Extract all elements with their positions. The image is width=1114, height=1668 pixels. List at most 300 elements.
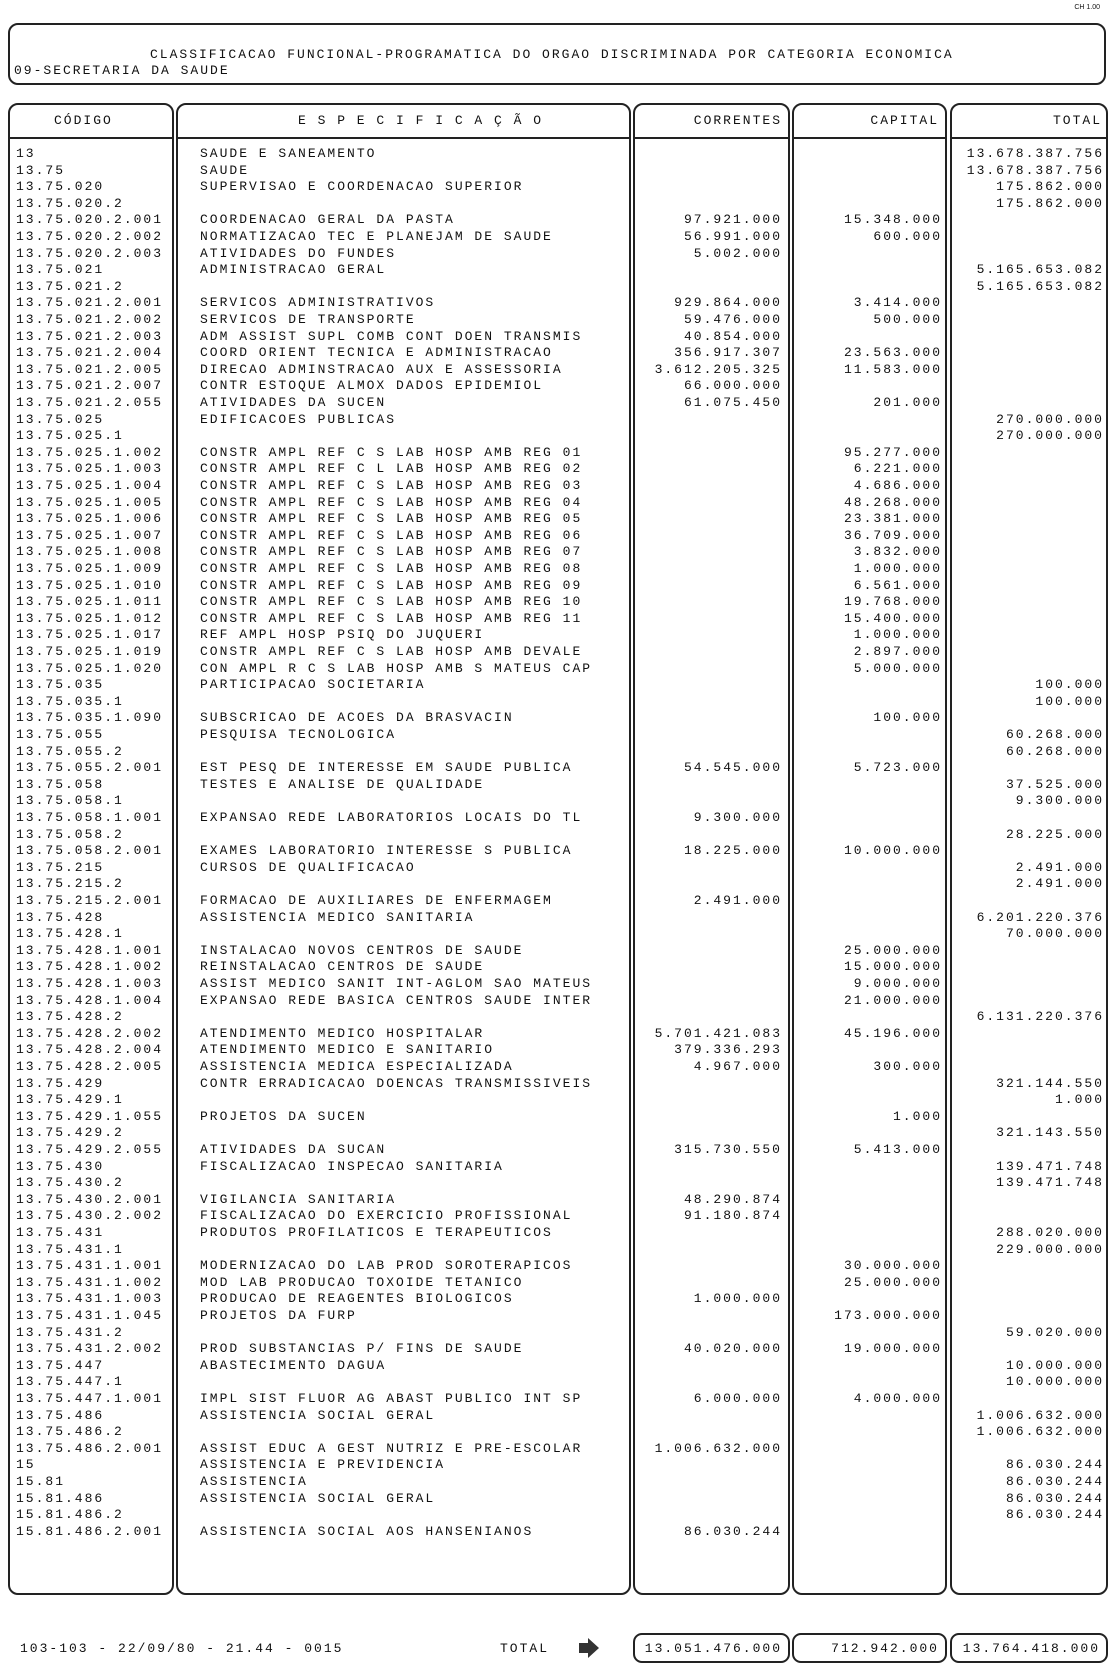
row-code: 13.75.215 — [16, 859, 105, 875]
table-row — [0, 627, 1114, 644]
table-row — [0, 412, 1114, 429]
row-capital: 25.000.000 — [843, 942, 942, 958]
row-total: 59.020.000 — [1005, 1324, 1104, 1340]
row-code: 13.75.486 — [16, 1407, 105, 1423]
row-code: 13.75.058.1 — [16, 793, 124, 809]
row-capital: 10.000.000 — [843, 843, 942, 859]
row-code: 13.75.058 — [16, 776, 105, 792]
row-specification: ABASTECIMENTO DAGUA — [200, 1357, 387, 1373]
row-correntes: 61.075.450 — [683, 395, 782, 410]
row-code: 13.75.055.2.001 — [16, 760, 164, 776]
row-capital: 100.000 — [873, 710, 942, 726]
row-specification: ASSISTENCIA SOCIAL GERAL — [200, 1407, 436, 1423]
row-code: 13.75.025.1.011 — [16, 594, 164, 610]
row-code: 13.75.058.1.001 — [16, 810, 164, 825]
header-capital: CAPITAL — [870, 113, 939, 128]
total-geral: 13.764.418.000 — [962, 1641, 1100, 1656]
row-capital: 5.413.000 — [853, 1142, 942, 1157]
table-row — [0, 544, 1114, 561]
table-row — [0, 1291, 1114, 1308]
row-capital: 300.000 — [873, 1059, 942, 1074]
row-correntes: 929.864.000 — [674, 295, 782, 311]
table-row — [0, 993, 1114, 1010]
row-total: 28.225.000 — [1005, 826, 1104, 842]
row-code: 13.75.429.2.055 — [16, 1142, 164, 1157]
table-row — [0, 843, 1114, 860]
row-code: 13.75.020.2.001 — [16, 212, 164, 228]
row-capital: 1.000.000 — [853, 561, 942, 576]
row-capital: 15.400.000 — [843, 610, 942, 626]
row-specification: SERVICOS ADMINISTRATIVOS — [200, 295, 436, 311]
report-header — [8, 23, 1106, 85]
row-specification: CONSTR AMPL REF C S LAB HOSP AMB REG 04 — [200, 494, 583, 510]
row-code: 13.75.020.2.002 — [16, 229, 164, 244]
row-specification: CONSTR AMPL REF C S LAB HOSP AMB REG 09 — [200, 577, 583, 593]
row-code: 13.75.021.2.004 — [16, 345, 164, 361]
table-row — [0, 1009, 1114, 1026]
row-code: 13.75.447 — [16, 1357, 105, 1373]
row-code: 13.75.429.1 — [16, 1092, 124, 1108]
table-row — [0, 876, 1114, 893]
row-specification: ASSISTENCIA SOCIAL AOS HANSENIANOS — [200, 1523, 534, 1539]
header-correntes: CORRENTES — [693, 113, 782, 128]
table-row — [0, 1159, 1114, 1176]
row-total: 10.000.000 — [1005, 1374, 1104, 1390]
table-row — [0, 279, 1114, 296]
total-label: TOTAL — [500, 1641, 550, 1656]
row-specification: ASSIST MEDICO SANIT INT-AGLOM SAO MATEUS — [200, 976, 593, 991]
row-specification: ADMINISTRACAO GERAL — [200, 262, 387, 278]
row-code: 13.75.025 — [16, 411, 105, 427]
table-row — [0, 229, 1114, 246]
row-specification: FISCALIZACAO INSPECAO SANITARIA — [200, 1158, 504, 1174]
row-code: 15 — [16, 1457, 36, 1473]
row-capital: 500.000 — [873, 312, 942, 327]
row-code: 13.75.055 — [16, 727, 105, 742]
row-code: 13.75.025.1 — [16, 428, 124, 444]
row-specification: IMPL SIST FLUOR AG ABAST PUBLICO INT SP — [200, 1391, 583, 1406]
row-code: 13.75.428.1.004 — [16, 992, 164, 1008]
row-code: 13.75.025.1.010 — [16, 577, 164, 593]
table-row — [0, 1175, 1114, 1192]
row-specification: CONSTR AMPL REF C S LAB HOSP AMB REG 10 — [200, 594, 583, 610]
row-code: 13.75.428.2.002 — [16, 1025, 164, 1041]
table-row — [0, 345, 1114, 362]
table-row — [0, 146, 1114, 163]
row-total: 270.000.000 — [996, 428, 1104, 444]
table-row — [0, 378, 1114, 395]
row-code: 13.75.025.1.004 — [16, 478, 164, 493]
row-capital: 1.000.000 — [853, 627, 942, 643]
row-total: 1.006.632.000 — [976, 1424, 1104, 1440]
table-row — [0, 926, 1114, 943]
row-specification: SUPERVISAO E COORDENACAO SUPERIOR — [200, 179, 524, 195]
row-code: 13.75 — [16, 162, 66, 178]
row-total: 60.268.000 — [1005, 743, 1104, 759]
row-capital: 36.709.000 — [843, 527, 942, 543]
table-row — [0, 262, 1114, 279]
row-correntes: 56.991.000 — [683, 229, 782, 244]
row-correntes: 18.225.000 — [683, 843, 782, 859]
row-code: 13.75.430.2.002 — [16, 1208, 164, 1224]
row-total: 13.678.387.756 — [966, 162, 1104, 178]
row-capital: 4.686.000 — [853, 478, 942, 493]
table-row — [0, 312, 1114, 329]
row-code: 13.75.055.2 — [16, 743, 124, 759]
row-total: 37.525.000 — [1005, 776, 1104, 792]
row-capital: 25.000.000 — [843, 1274, 942, 1290]
table-row — [0, 976, 1114, 993]
row-code: 13.75.025.1.002 — [16, 444, 164, 460]
row-capital: 600.000 — [873, 229, 942, 244]
row-code: 13.75.058.2 — [16, 826, 124, 842]
row-capital: 19.768.000 — [843, 594, 942, 610]
table-row — [0, 1358, 1114, 1375]
table-row — [0, 677, 1114, 694]
table-row — [0, 710, 1114, 727]
row-code: 13.75.025.1.012 — [16, 610, 164, 626]
row-code: 13.75.428.1.002 — [16, 959, 164, 975]
row-code: 13.75.486.2 — [16, 1424, 124, 1440]
row-total: 100.000 — [1035, 677, 1104, 693]
row-total: 100.000 — [1035, 693, 1104, 709]
row-code: 13.75.430.2 — [16, 1175, 124, 1191]
row-specification: PROD SUBSTANCIAS P/ FINS DE SAUDE — [200, 1341, 524, 1357]
row-code: 13.75.035 — [16, 677, 105, 693]
row-code: 13.75.431.2 — [16, 1324, 124, 1340]
row-specification: ASSIST EDUC A GEST NUTRIZ E PRE-ESCOLAR — [200, 1440, 583, 1456]
table-row — [0, 461, 1114, 478]
row-total: 139.471.748 — [996, 1175, 1104, 1191]
row-capital: 11.583.000 — [843, 361, 942, 377]
form-code-mark: CH 1.00 — [1074, 4, 1100, 11]
table-row — [0, 594, 1114, 611]
row-capital: 48.268.000 — [843, 494, 942, 510]
row-capital: 5.000.000 — [853, 660, 942, 676]
row-code: 13.75.021.2.002 — [16, 312, 164, 327]
table-row — [0, 578, 1114, 595]
report-title: CLASSIFICACAO FUNCIONAL-PROGRAMATICA DO ORGAO DISCRIMINADA POR CATEGORIA ECONOMICA — [150, 47, 954, 62]
row-specification: PESQUISA TECNOLOGICA — [200, 727, 397, 742]
table-row — [0, 1391, 1114, 1408]
row-correntes: 86.030.244 — [683, 1523, 782, 1539]
row-total: 86.030.244 — [1005, 1457, 1104, 1473]
row-correntes: 1.006.632.000 — [654, 1440, 782, 1456]
row-specification: CONSTR AMPL REF C S LAB HOSP AMB REG 01 — [200, 444, 583, 460]
row-correntes: 97.921.000 — [683, 212, 782, 228]
row-code: 13.75.447.1 — [16, 1374, 124, 1390]
table-row — [0, 1242, 1114, 1259]
row-specification: PRODUTOS PROFILATICOS E TERAPEUTICOS — [200, 1225, 553, 1240]
row-code: 13.75.021.2 — [16, 278, 124, 294]
table-row — [0, 661, 1114, 678]
table-row — [0, 1341, 1114, 1358]
row-total: 5.165.653.082 — [976, 262, 1104, 278]
row-capital: 1.000 — [892, 1108, 942, 1124]
total-capital-box — [792, 1633, 947, 1663]
table-row — [0, 1325, 1114, 1342]
row-specification: ADM ASSIST SUPL COMB CONT DOEN TRANSMIS — [200, 328, 583, 344]
row-total: 86.030.244 — [1005, 1474, 1104, 1489]
table-row — [0, 1059, 1114, 1076]
row-specification: ASSISTENCIA — [200, 1474, 308, 1489]
row-specification: CONSTR AMPL REF C S LAB HOSP AMB REG 05 — [200, 511, 583, 527]
table-row — [0, 1374, 1114, 1391]
table-row — [0, 196, 1114, 213]
row-specification: CONSTR AMPL REF C S LAB HOSP AMB REG 08 — [200, 561, 583, 576]
row-code: 13.75.025.1.006 — [16, 511, 164, 527]
row-correntes: 2.491.000 — [693, 893, 782, 908]
organ-name: 09-SECRETARIA DA SAUDE — [14, 63, 230, 78]
row-specification: TESTES E ANALISE DE QUALIDADE — [200, 776, 485, 792]
row-capital: 201.000 — [873, 395, 942, 410]
row-code: 13.75.430 — [16, 1158, 105, 1174]
row-total: 229.000.000 — [996, 1241, 1104, 1257]
row-specification: CURSOS DE QUALIFICACAO — [200, 859, 416, 875]
table-row — [0, 163, 1114, 180]
row-correntes: 91.180.874 — [683, 1208, 782, 1224]
row-total: 270.000.000 — [996, 411, 1104, 427]
table-row — [0, 179, 1114, 196]
table-row — [0, 1125, 1114, 1142]
row-total: 6.131.220.376 — [976, 1009, 1104, 1025]
row-code: 13.75.428.2.004 — [16, 1042, 164, 1058]
row-correntes: 315.730.550 — [674, 1142, 782, 1157]
row-code: 15.81 — [16, 1474, 66, 1489]
row-code: 13.75.431.1.003 — [16, 1291, 164, 1307]
table-row — [0, 295, 1114, 312]
row-specification: ATIVIDADES DA SUCEN — [200, 395, 387, 410]
row-specification: CONSTR AMPL REF C S LAB HOSP AMB REG 03 — [200, 478, 583, 493]
row-capital: 15.348.000 — [843, 212, 942, 228]
table-row — [0, 1308, 1114, 1325]
row-specification: ATIVIDADES DA SUCAN — [200, 1142, 387, 1157]
row-code: 13.75.021.2.055 — [16, 395, 164, 410]
row-code: 15.81.486 — [16, 1490, 105, 1506]
row-code: 13.75.035.1 — [16, 693, 124, 709]
table-row — [0, 246, 1114, 263]
row-code: 13.75.428.1.003 — [16, 976, 164, 991]
row-total: 288.020.000 — [996, 1225, 1104, 1240]
row-capital: 2.897.000 — [853, 644, 942, 659]
row-specification: CONSTR AMPL REF C S LAB HOSP AMB DEVALE — [200, 644, 583, 659]
row-correntes: 356.917.307 — [674, 345, 782, 361]
row-correntes: 5.002.000 — [693, 245, 782, 261]
row-specification: EDIFICACOES PUBLICAS — [200, 411, 397, 427]
row-specification: SAUDE E SANEAMENTO — [200, 146, 377, 161]
row-specification: FORMACAO DE AUXILIARES DE ENFERMAGEM — [200, 893, 553, 908]
header-total: TOTAL — [1052, 113, 1102, 128]
row-specification: EXAMES LABORATORIO INTERESSE S PUBLICA — [200, 843, 573, 859]
row-code: 13.75.447.1.001 — [16, 1391, 164, 1406]
table-row — [0, 644, 1114, 661]
row-specification: EXPANSAO REDE BASICA CENTROS SAUDE INTER — [200, 992, 593, 1008]
row-specification: CONSTR AMPL REF C S LAB HOSP AMB REG 07 — [200, 544, 583, 560]
row-code: 13.75.431 — [16, 1225, 105, 1240]
row-code: 13.75.025.1.005 — [16, 494, 164, 510]
row-specification: ASSISTENCIA MEDICO SANITARIA — [200, 909, 475, 925]
row-specification: SERVICOS DE TRANSPORTE — [200, 312, 416, 327]
row-correntes: 5.701.421.083 — [654, 1025, 782, 1041]
row-capital: 9.000.000 — [853, 976, 942, 991]
row-code: 13.75.025.1.020 — [16, 660, 164, 676]
row-capital: 3.414.000 — [853, 295, 942, 311]
table-row — [0, 1208, 1114, 1225]
table-row — [0, 1076, 1114, 1093]
table-row — [0, 528, 1114, 545]
table-row — [0, 428, 1114, 445]
row-specification: VIGILANCIA SANITARIA — [200, 1191, 397, 1207]
row-total: 2.491.000 — [1015, 859, 1104, 875]
table-row — [0, 1092, 1114, 1109]
row-code: 13.75.431.1 — [16, 1241, 124, 1257]
row-specification: CONSTR AMPL REF C S LAB HOSP AMB REG 06 — [200, 527, 583, 543]
table-row — [0, 329, 1114, 346]
row-code: 13.75.428.2.005 — [16, 1059, 164, 1074]
row-total: 86.030.244 — [1005, 1507, 1104, 1523]
row-total: 9.300.000 — [1015, 793, 1104, 809]
row-specification: PROJETOS DA SUCEN — [200, 1108, 367, 1124]
table-row — [0, 445, 1114, 462]
row-code: 13.75.431.1.002 — [16, 1274, 164, 1290]
row-code: 13.75.025.1.003 — [16, 461, 164, 477]
row-code: 13.75.431.1.045 — [16, 1308, 164, 1323]
row-specification: PRODUCAO DE REAGENTES BIOLOGICOS — [200, 1291, 514, 1307]
row-total: 175.862.000 — [996, 179, 1104, 195]
row-code: 13.75.021.2.001 — [16, 295, 164, 311]
row-total: 321.144.550 — [996, 1075, 1104, 1091]
table-row — [0, 561, 1114, 578]
table-row — [0, 212, 1114, 229]
row-code: 13.75.025.1.007 — [16, 527, 164, 543]
row-code: 13.75.035.1.090 — [16, 710, 164, 726]
row-correntes: 379.336.293 — [674, 1042, 782, 1058]
row-code: 15.81.486.2 — [16, 1507, 124, 1523]
table-row — [0, 810, 1114, 827]
row-capital: 19.000.000 — [843, 1341, 942, 1357]
table-row — [0, 1424, 1114, 1441]
row-specification: MOD LAB PRODUCAO TOXOIDE TETANICO — [200, 1274, 524, 1290]
row-code: 13.75.428.2 — [16, 1009, 124, 1025]
row-capital: 6.221.000 — [853, 461, 942, 477]
row-specification: MODERNIZACAO DO LAB PROD SOROTERAPICOS — [200, 1258, 573, 1274]
row-total: 175.862.000 — [996, 195, 1104, 211]
row-specification: ATENDIMENTO MEDICO HOSPITALAR — [200, 1025, 485, 1041]
row-correntes: 66.000.000 — [683, 378, 782, 394]
row-code: 13.75.025.1.008 — [16, 544, 164, 560]
row-specification: EST PESQ DE INTERESSE EM SAUDE PUBLICA — [200, 760, 573, 776]
table-row — [0, 1441, 1114, 1458]
row-capital: 4.000.000 — [853, 1391, 942, 1406]
row-total: 139.471.748 — [996, 1158, 1104, 1174]
row-correntes: 40.020.000 — [683, 1341, 782, 1357]
row-correntes: 59.476.000 — [683, 312, 782, 327]
table-row — [0, 727, 1114, 744]
table-row — [0, 1474, 1114, 1491]
table-row — [0, 1275, 1114, 1292]
row-specification: REINSTALACAO CENTROS DE SAUDE — [200, 959, 485, 975]
row-code: 15.81.486.2.001 — [16, 1523, 164, 1539]
row-total: 321.143.550 — [996, 1125, 1104, 1141]
row-specification: ASSISTENCIA SOCIAL GERAL — [200, 1490, 436, 1506]
table-row — [0, 511, 1114, 528]
row-capital: 15.000.000 — [843, 959, 942, 975]
table-row — [0, 694, 1114, 711]
row-specification: FISCALIZACAO DO EXERCICIO PROFISSIONAL — [200, 1208, 573, 1224]
row-total: 70.000.000 — [1005, 926, 1104, 942]
row-total: 1.006.632.000 — [976, 1407, 1104, 1423]
row-specification: NORMATIZACAO TEC E PLANEJAM DE SAUDE — [200, 229, 553, 244]
row-code: 13.75.215.2.001 — [16, 893, 164, 908]
row-correntes: 1.000.000 — [693, 1291, 782, 1307]
job-info: 103-103 - 22/09/80 - 21.44 - 0015 — [20, 1641, 344, 1656]
row-capital: 95.277.000 — [843, 444, 942, 460]
table-row — [0, 1042, 1114, 1059]
row-specification: ATIVIDADES DO FUNDES — [200, 245, 397, 261]
row-code: 13.75.021.2.003 — [16, 328, 164, 344]
table-row — [0, 959, 1114, 976]
table-row — [0, 860, 1114, 877]
table-row — [0, 1524, 1114, 1541]
row-total: 10.000.000 — [1005, 1357, 1104, 1373]
row-specification: COORD ORIENT TECNICA E ADMINISTRACAO — [200, 345, 553, 361]
table-row — [0, 1507, 1114, 1524]
table-row — [0, 1109, 1114, 1126]
table-row — [0, 395, 1114, 412]
row-specification: CONTR ERRADICACAO DOENCAS TRANSMISSIVEIS — [200, 1075, 593, 1091]
row-code: 13 — [16, 146, 36, 161]
table-row — [0, 1491, 1114, 1508]
row-capital: 5.723.000 — [853, 760, 942, 776]
row-capital: 23.563.000 — [843, 345, 942, 361]
header-codigo: CÓDIGO — [54, 113, 113, 128]
row-specification: DIRECAO ADMINSTRACAO AUX E ASSESSORIA — [200, 361, 563, 377]
row-specification: ATENDIMENTO MEDICO E SANITARIO — [200, 1042, 495, 1058]
table-row — [0, 793, 1114, 810]
row-total: 60.268.000 — [1005, 727, 1104, 742]
row-code: 13.75.431.2.002 — [16, 1341, 164, 1357]
row-correntes: 3.612.205.325 — [654, 361, 782, 377]
row-code: 13.75.429 — [16, 1075, 105, 1091]
row-correntes: 6.000.000 — [693, 1391, 782, 1406]
row-correntes: 48.290.874 — [683, 1191, 782, 1207]
row-correntes: 40.854.000 — [683, 328, 782, 344]
row-code: 13.75.025.1.019 — [16, 644, 164, 659]
row-capital: 21.000.000 — [843, 992, 942, 1008]
row-code: 13.75.020.2 — [16, 195, 124, 211]
row-code: 13.75.058.2.001 — [16, 843, 164, 859]
row-specification: SAUDE — [200, 162, 250, 178]
row-code: 13.75.430.2.001 — [16, 1191, 164, 1207]
total-capital: 712.942.000 — [831, 1641, 939, 1656]
row-correntes: 4.967.000 — [693, 1059, 782, 1074]
row-specification: PARTICIPACAO SOCIETARIA — [200, 677, 426, 693]
row-code: 13.75.021.2.005 — [16, 361, 164, 377]
row-specification: ASSISTENCIA MEDICA ESPECIALIZADA — [200, 1059, 514, 1074]
row-specification: INSTALACAO NOVOS CENTROS DE SAUDE — [200, 942, 524, 958]
row-specification: CONSTR AMPL REF C S LAB HOSP AMB REG 11 — [200, 610, 583, 626]
row-code: 13.75.025.1.017 — [16, 627, 164, 643]
table-row — [0, 478, 1114, 495]
total-correntes-box — [633, 1633, 790, 1663]
row-total: 86.030.244 — [1005, 1490, 1104, 1506]
table-row — [0, 495, 1114, 512]
row-specification: EXPANSAO REDE LABORATORIOS LOCAIS DO TL — [200, 810, 583, 825]
total-correntes: 13.051.476.000 — [644, 1641, 782, 1656]
row-code: 13.75.025.1.009 — [16, 561, 164, 576]
row-capital: 6.561.000 — [853, 577, 942, 593]
table-row — [0, 943, 1114, 960]
